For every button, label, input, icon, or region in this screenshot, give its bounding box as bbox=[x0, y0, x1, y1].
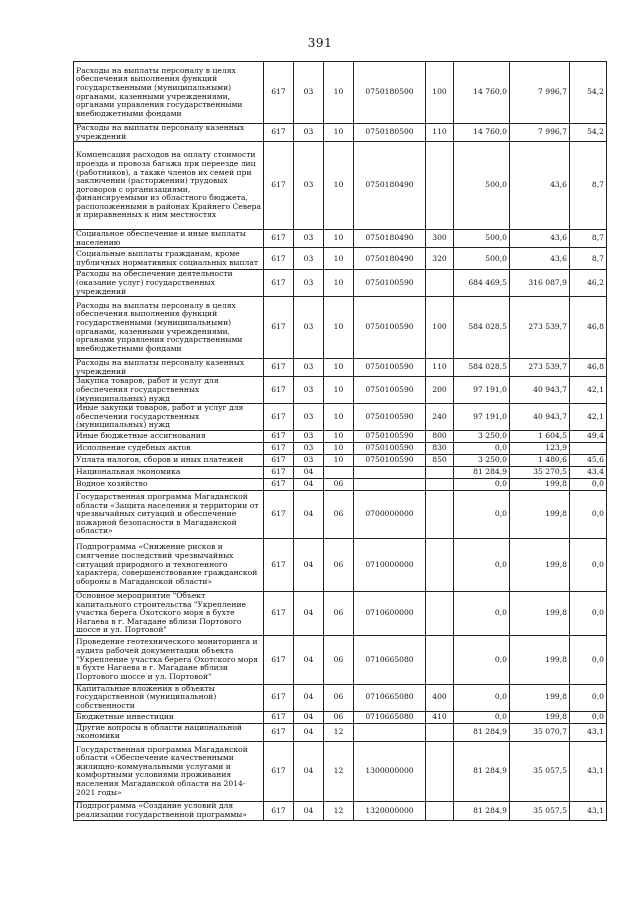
row-name: Расходы на выплаты персоналу в целях обеспечения выполнения функций государственными (муниципальными) органами, казенными учреждениями, органами управления государственными внебюджетными фондами bbox=[74, 62, 264, 124]
row-pr: 10 bbox=[324, 248, 354, 270]
row-plan: 500,0 bbox=[454, 248, 510, 270]
table-row bbox=[74, 801, 607, 820]
row-rz: 04 bbox=[294, 684, 324, 711]
row-csr: 0710000000 bbox=[354, 538, 426, 591]
row-plan: 0,0 bbox=[454, 442, 510, 454]
row-csr: 0710665080 bbox=[354, 684, 426, 711]
row-csr bbox=[354, 478, 426, 490]
row-csr: 1320000000 bbox=[354, 801, 426, 820]
row-rz: 03 bbox=[294, 404, 324, 431]
table-row bbox=[74, 466, 607, 478]
row-vr bbox=[426, 801, 454, 820]
row-csr bbox=[354, 466, 426, 478]
row-fact: 43,6 bbox=[510, 248, 570, 270]
row-pct: 0,0 bbox=[570, 635, 607, 684]
row-plan: 14 760,0 bbox=[454, 124, 510, 142]
table-row bbox=[74, 723, 607, 741]
row-plan: 81 284,9 bbox=[454, 801, 510, 820]
row-ved: 617 bbox=[264, 297, 294, 359]
row-fact: 199,8 bbox=[510, 538, 570, 591]
row-pct: 0,0 bbox=[570, 711, 607, 723]
row-name: Компенсация расходов на оплату стоимости проезда и провоза багажа при переезде лиц (работников), а также членов их семей при заключении (расторжении) трудовых договоров с организациями, финансируемыми из областного бюджета, расположенными в районах Крайнего Севера и приравненных к ним местностях bbox=[74, 142, 264, 230]
row-pct: 46,2 bbox=[570, 270, 607, 297]
table-row bbox=[74, 711, 607, 723]
row-vr: 100 bbox=[426, 62, 454, 124]
row-fact: 316 087,9 bbox=[510, 270, 570, 297]
row-pct: 54,2 bbox=[570, 62, 607, 124]
row-plan: 684 469,5 bbox=[454, 270, 510, 297]
row-name: Проведение геотехнического мониторинга и аудита рабочей документации объекта "Укрепление участка берега Охотского моря в бухте Нагаева в г. Магадане вблизи Портового шоссе и ул. Портовой" bbox=[74, 635, 264, 684]
row-plan: 500,0 bbox=[454, 230, 510, 248]
row-fact: 123,9 bbox=[510, 442, 570, 454]
row-csr bbox=[354, 723, 426, 741]
row-name: Исполнение судебных актов bbox=[74, 442, 264, 454]
row-rz: 04 bbox=[294, 591, 324, 635]
row-name: Расходы на выплаты персоналу в целях обеспечения выполнения функций государственными (муниципальными) органами, казенными учреждениями, органами управления государственными внебюджетными фондами bbox=[74, 297, 264, 359]
row-name: Капитальные вложения в объекты государственной (муниципальной) собственности bbox=[74, 684, 264, 711]
row-pr: 10 bbox=[324, 377, 354, 404]
row-rz: 04 bbox=[294, 478, 324, 490]
row-rz: 03 bbox=[294, 248, 324, 270]
row-pr: 10 bbox=[324, 359, 354, 377]
table-row bbox=[74, 297, 607, 359]
row-pct: 8,7 bbox=[570, 248, 607, 270]
row-pr: 10 bbox=[324, 142, 354, 230]
row-rz: 04 bbox=[294, 635, 324, 684]
row-name: Бюджетные инвестиции bbox=[74, 711, 264, 723]
table-row bbox=[74, 635, 607, 684]
table-row bbox=[74, 684, 607, 711]
row-csr: 0750100590 bbox=[354, 377, 426, 404]
row-ved: 617 bbox=[264, 442, 294, 454]
row-pr: 10 bbox=[324, 442, 354, 454]
row-pr: 12 bbox=[324, 741, 354, 801]
row-rz: 03 bbox=[294, 359, 324, 377]
row-vr: 400 bbox=[426, 684, 454, 711]
row-pr: 10 bbox=[324, 230, 354, 248]
row-csr: 0750100590 bbox=[354, 359, 426, 377]
row-vr bbox=[426, 490, 454, 538]
row-csr: 0750100590 bbox=[354, 454, 426, 466]
table-row bbox=[74, 230, 607, 248]
row-pr: 10 bbox=[324, 270, 354, 297]
table-row bbox=[74, 741, 607, 801]
table-row bbox=[74, 248, 607, 270]
row-fact: 7 996,7 bbox=[510, 124, 570, 142]
row-ved: 617 bbox=[264, 490, 294, 538]
row-plan: 81 284,9 bbox=[454, 723, 510, 741]
row-vr bbox=[426, 270, 454, 297]
row-vr: 830 bbox=[426, 442, 454, 454]
row-pr: 06 bbox=[324, 591, 354, 635]
row-plan: 0,0 bbox=[454, 478, 510, 490]
table-row bbox=[74, 142, 607, 230]
table-row bbox=[74, 430, 607, 442]
row-pct: 42,1 bbox=[570, 404, 607, 431]
row-fact: 273 539,7 bbox=[510, 359, 570, 377]
row-csr: 0750180490 bbox=[354, 248, 426, 270]
row-csr: 0750180490 bbox=[354, 142, 426, 230]
row-pr: 10 bbox=[324, 430, 354, 442]
row-rz: 03 bbox=[294, 230, 324, 248]
row-name: Расходы на выплаты персоналу казенных учреждений bbox=[74, 124, 264, 142]
row-ved: 617 bbox=[264, 723, 294, 741]
row-plan: 97 191,0 bbox=[454, 404, 510, 431]
row-vr: 240 bbox=[426, 404, 454, 431]
row-rz: 04 bbox=[294, 801, 324, 820]
row-fact: 199,8 bbox=[510, 490, 570, 538]
row-rz: 03 bbox=[294, 142, 324, 230]
row-name: Иные закупки товаров, работ и услуг для обеспечения государственных (муниципальных) нужд bbox=[74, 404, 264, 431]
row-vr bbox=[426, 466, 454, 478]
row-vr bbox=[426, 142, 454, 230]
row-rz: 04 bbox=[294, 466, 324, 478]
row-fact: 199,8 bbox=[510, 591, 570, 635]
row-pct: 0,0 bbox=[570, 490, 607, 538]
table-row bbox=[74, 404, 607, 431]
row-fact: 7 996,7 bbox=[510, 62, 570, 124]
row-pr: 12 bbox=[324, 723, 354, 741]
row-pr: 12 bbox=[324, 801, 354, 820]
row-plan: 0,0 bbox=[454, 635, 510, 684]
row-ved: 617 bbox=[264, 124, 294, 142]
row-csr: 0700000000 bbox=[354, 490, 426, 538]
row-rz: 03 bbox=[294, 124, 324, 142]
row-rz: 03 bbox=[294, 454, 324, 466]
row-rz: 04 bbox=[294, 490, 324, 538]
row-vr: 110 bbox=[426, 124, 454, 142]
row-pr: 10 bbox=[324, 404, 354, 431]
row-vr: 410 bbox=[426, 711, 454, 723]
page-number: 391 bbox=[307, 36, 333, 50]
row-rz: 04 bbox=[294, 741, 324, 801]
row-pr: 06 bbox=[324, 538, 354, 591]
row-pct: 0,0 bbox=[570, 684, 607, 711]
row-vr: 300 bbox=[426, 230, 454, 248]
row-vr: 320 bbox=[426, 248, 454, 270]
row-plan: 14 760,0 bbox=[454, 62, 510, 124]
row-pr: 06 bbox=[324, 490, 354, 538]
row-name: Основное мероприятие "Объект капитального строительства "Укрепление участка берега Охотского моря в бухте Нагаева в г. Магадане вблизи Портового шоссе и ул. Портовой" bbox=[74, 591, 264, 635]
row-pct: 0,0 bbox=[570, 591, 607, 635]
row-fact: 1 480,6 bbox=[510, 454, 570, 466]
row-pr: 10 bbox=[324, 297, 354, 359]
row-fact: 35 070,7 bbox=[510, 723, 570, 741]
row-pr: 10 bbox=[324, 62, 354, 124]
row-ved: 617 bbox=[264, 478, 294, 490]
row-fact: 1 604,5 bbox=[510, 430, 570, 442]
row-pct bbox=[570, 442, 607, 454]
row-vr bbox=[426, 635, 454, 684]
row-vr bbox=[426, 591, 454, 635]
row-name: Расходы на выплаты персоналу казенных учреждений bbox=[74, 359, 264, 377]
row-fact: 40 943,7 bbox=[510, 404, 570, 431]
row-fact: 40 943,7 bbox=[510, 377, 570, 404]
row-name: Государственная программа Магаданской области «Защита населения и территории от чрезвычайных ситуаций и обеспечение пожарной безопасности в Магаданской области» bbox=[74, 490, 264, 538]
row-fact: 35 057,5 bbox=[510, 801, 570, 820]
row-pct: 42,1 bbox=[570, 377, 607, 404]
row-fact: 43,6 bbox=[510, 230, 570, 248]
row-plan: 97 191,0 bbox=[454, 377, 510, 404]
row-csr: 0710665080 bbox=[354, 711, 426, 723]
row-plan: 584 028,5 bbox=[454, 359, 510, 377]
row-csr: 0750100590 bbox=[354, 442, 426, 454]
row-csr: 0750180490 bbox=[354, 230, 426, 248]
row-ved: 617 bbox=[264, 248, 294, 270]
row-vr bbox=[426, 741, 454, 801]
row-plan: 500,0 bbox=[454, 142, 510, 230]
row-ved: 617 bbox=[264, 142, 294, 230]
row-plan: 0,0 bbox=[454, 490, 510, 538]
row-fact: 199,8 bbox=[510, 684, 570, 711]
row-pr bbox=[324, 466, 354, 478]
table-row bbox=[74, 490, 607, 538]
table-row bbox=[74, 270, 607, 297]
row-ved: 617 bbox=[264, 454, 294, 466]
row-plan: 0,0 bbox=[454, 591, 510, 635]
row-name: Водное хозяйство bbox=[74, 478, 264, 490]
row-ved: 617 bbox=[264, 538, 294, 591]
row-pct: 8,7 bbox=[570, 230, 607, 248]
row-rz: 04 bbox=[294, 723, 324, 741]
row-rz: 03 bbox=[294, 62, 324, 124]
row-rz: 03 bbox=[294, 297, 324, 359]
row-csr: 0710600000 bbox=[354, 591, 426, 635]
row-pct: 49,4 bbox=[570, 430, 607, 442]
row-csr: 0750100590 bbox=[354, 297, 426, 359]
row-plan: 584 028,5 bbox=[454, 297, 510, 359]
row-fact: 199,8 bbox=[510, 711, 570, 723]
row-rz: 03 bbox=[294, 442, 324, 454]
row-fact: 35 057,5 bbox=[510, 741, 570, 801]
row-rz: 04 bbox=[294, 538, 324, 591]
row-name: Подпрограмма «Создание условий для реализации государственной программы» bbox=[74, 801, 264, 820]
row-plan: 81 284,9 bbox=[454, 466, 510, 478]
row-pct: 8,7 bbox=[570, 142, 607, 230]
row-pct: 43,4 bbox=[570, 466, 607, 478]
row-plan: 0,0 bbox=[454, 711, 510, 723]
row-vr: 800 bbox=[426, 430, 454, 442]
row-rz: 03 bbox=[294, 270, 324, 297]
table-body bbox=[74, 62, 607, 821]
row-pr: 06 bbox=[324, 635, 354, 684]
row-plan: 3 250,0 bbox=[454, 454, 510, 466]
row-fact: 273 539,7 bbox=[510, 297, 570, 359]
table-row bbox=[74, 442, 607, 454]
row-vr bbox=[426, 538, 454, 591]
row-fact: 199,8 bbox=[510, 478, 570, 490]
row-ved: 617 bbox=[264, 711, 294, 723]
table-row bbox=[74, 124, 607, 142]
row-plan: 0,0 bbox=[454, 684, 510, 711]
row-pct: 0,0 bbox=[570, 478, 607, 490]
row-name: Закупка товаров, работ и услуг для обеспечения государственных (муниципальных) нужд bbox=[74, 377, 264, 404]
row-pct: 43,1 bbox=[570, 801, 607, 820]
row-rz: 03 bbox=[294, 430, 324, 442]
row-vr: 850 bbox=[426, 454, 454, 466]
table-row bbox=[74, 478, 607, 490]
row-name: Расходы на обеспечение деятельности (оказание услуг) государственных учреждений bbox=[74, 270, 264, 297]
row-csr: 0750100590 bbox=[354, 270, 426, 297]
row-name: Социальное обеспечение и иные выплаты населению bbox=[74, 230, 264, 248]
row-ved: 617 bbox=[264, 801, 294, 820]
row-pct: 46,8 bbox=[570, 359, 607, 377]
row-ved: 617 bbox=[264, 684, 294, 711]
row-csr: 0750100590 bbox=[354, 430, 426, 442]
row-fact: 35 270,5 bbox=[510, 466, 570, 478]
row-pr: 06 bbox=[324, 684, 354, 711]
row-csr: 1300000000 bbox=[354, 741, 426, 801]
row-pr: 10 bbox=[324, 454, 354, 466]
row-ved: 617 bbox=[264, 591, 294, 635]
row-pct: 54,2 bbox=[570, 124, 607, 142]
row-pct: 46,8 bbox=[570, 297, 607, 359]
row-vr: 110 bbox=[426, 359, 454, 377]
row-plan: 81 284,9 bbox=[454, 741, 510, 801]
row-csr: 0750100590 bbox=[354, 404, 426, 431]
table-row bbox=[74, 359, 607, 377]
row-pr: 06 bbox=[324, 711, 354, 723]
row-ved: 617 bbox=[264, 62, 294, 124]
row-pct: 43,1 bbox=[570, 723, 607, 741]
row-ved: 617 bbox=[264, 404, 294, 431]
row-csr: 0750180500 bbox=[354, 124, 426, 142]
row-ved: 617 bbox=[264, 270, 294, 297]
table-row bbox=[74, 377, 607, 404]
row-pct: 0,0 bbox=[570, 538, 607, 591]
row-rz: 04 bbox=[294, 711, 324, 723]
row-vr: 100 bbox=[426, 297, 454, 359]
row-name: Иные бюджетные ассигнования bbox=[74, 430, 264, 442]
table-row bbox=[74, 62, 607, 124]
row-ved: 617 bbox=[264, 741, 294, 801]
budget-table bbox=[73, 61, 607, 821]
row-name: Национальная экономика bbox=[74, 466, 264, 478]
row-pct: 45,6 bbox=[570, 454, 607, 466]
row-csr: 0750180500 bbox=[354, 62, 426, 124]
row-ved: 617 bbox=[264, 377, 294, 404]
row-ved: 617 bbox=[264, 430, 294, 442]
row-pr: 06 bbox=[324, 478, 354, 490]
row-vr bbox=[426, 478, 454, 490]
row-vr bbox=[426, 723, 454, 741]
row-csr: 0710665080 bbox=[354, 635, 426, 684]
row-name: Государственная программа Магаданской области «Обеспечение качественными жилищно-коммунальными услугами и комфортными условиями проживания населения Магаданской области на 2014-2021 годы» bbox=[74, 741, 264, 801]
row-name: Подпрограмма «Снижение рисков и смягчение последствий чрезвычайных ситуаций природного и техногенного характера, совершенствование гражданской обороны в Магаданской области» bbox=[74, 538, 264, 591]
row-fact: 43,6 bbox=[510, 142, 570, 230]
row-ved: 617 bbox=[264, 230, 294, 248]
row-pct: 43,1 bbox=[570, 741, 607, 801]
row-plan: 0,0 bbox=[454, 538, 510, 591]
table-row bbox=[74, 591, 607, 635]
row-pr: 10 bbox=[324, 124, 354, 142]
row-plan: 3 250,0 bbox=[454, 430, 510, 442]
table-row bbox=[74, 538, 607, 591]
row-ved: 617 bbox=[264, 466, 294, 478]
table-row bbox=[74, 454, 607, 466]
row-ved: 617 bbox=[264, 359, 294, 377]
row-name: Уплата налогов, сборов и иных платежей bbox=[74, 454, 264, 466]
row-fact: 199,8 bbox=[510, 635, 570, 684]
row-rz: 03 bbox=[294, 377, 324, 404]
row-name: Другие вопросы в области национальной экономики bbox=[74, 723, 264, 741]
row-ved: 617 bbox=[264, 635, 294, 684]
row-vr: 200 bbox=[426, 377, 454, 404]
row-name: Социальные выплаты гражданам, кроме публичных нормативных социальных выплат bbox=[74, 248, 264, 270]
